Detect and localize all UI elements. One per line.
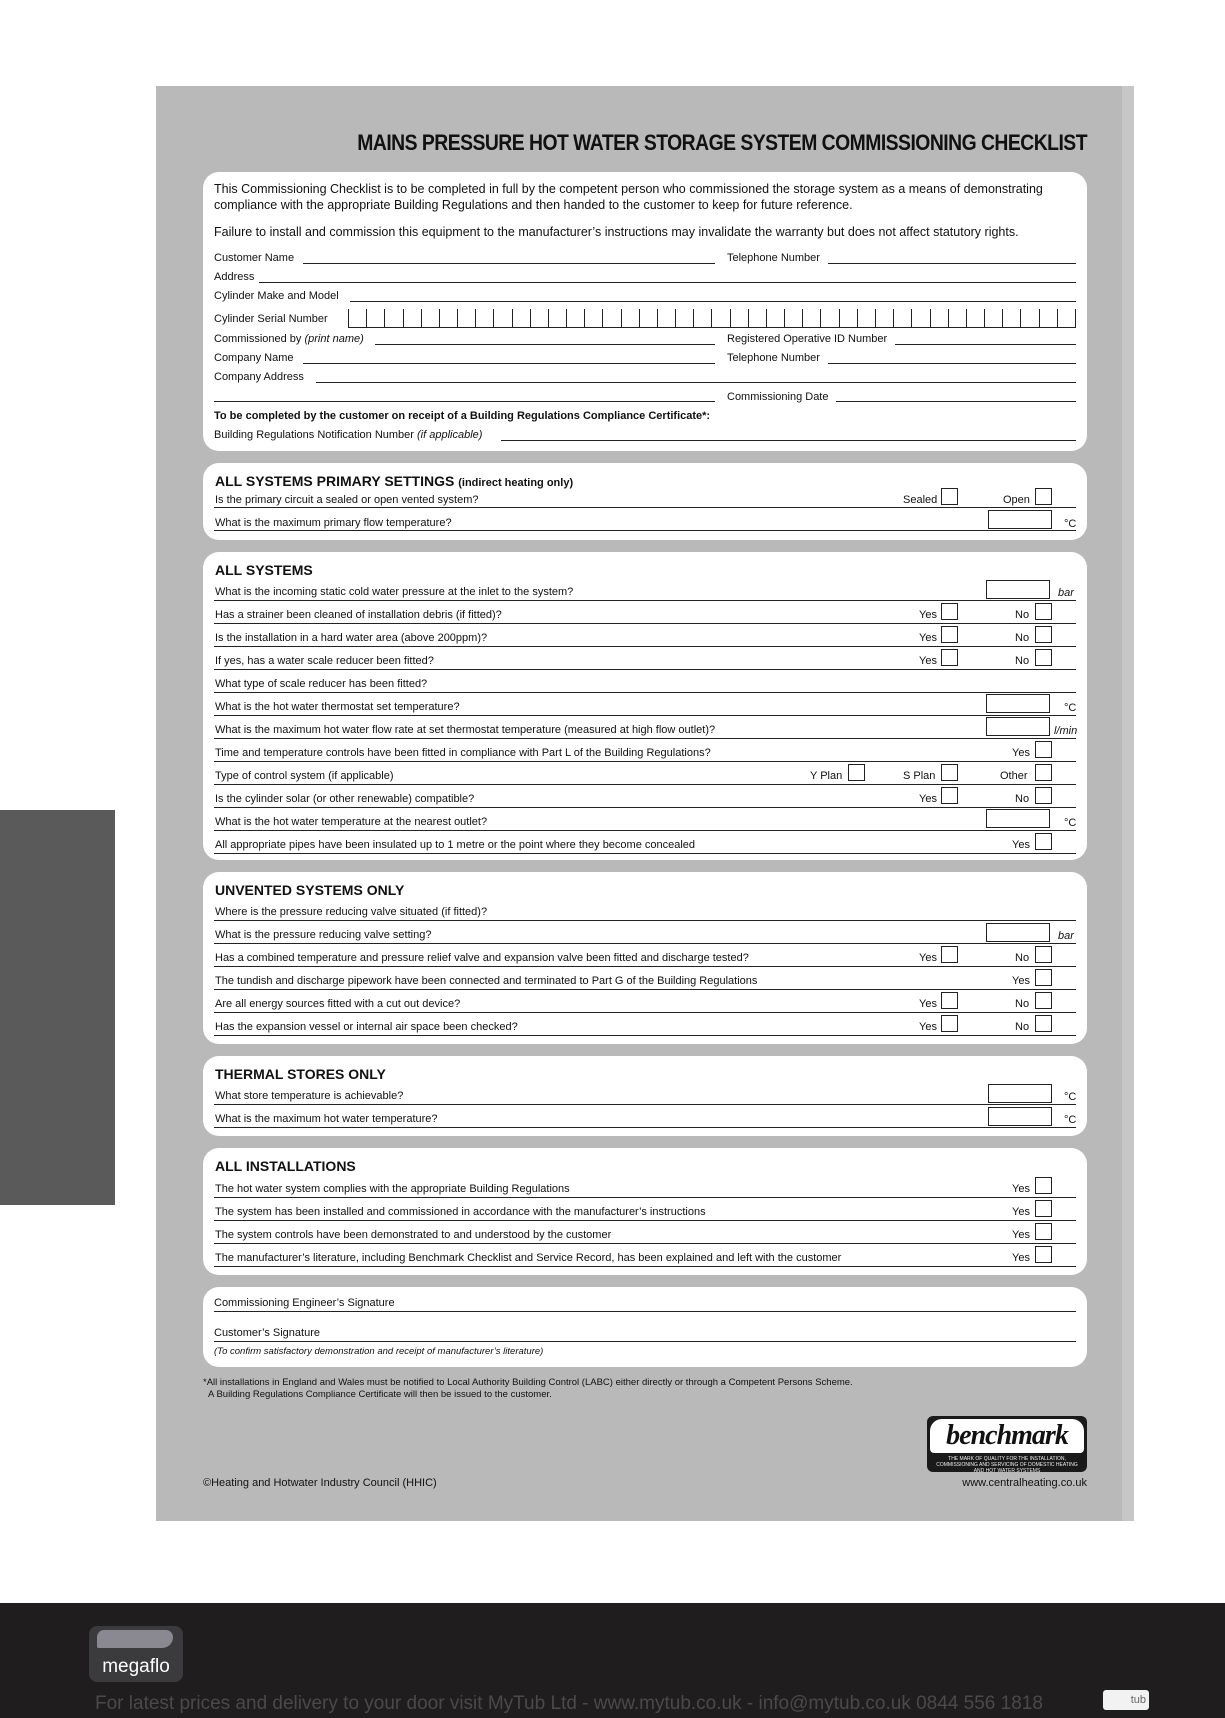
expansion-yes-checkbox[interactable] bbox=[941, 1015, 958, 1032]
strainer-no-checkbox[interactable] bbox=[1035, 603, 1052, 620]
row-rule bbox=[214, 1012, 1076, 1013]
yes-label: Yes bbox=[1012, 1206, 1030, 1218]
cut-out-no-checkbox[interactable] bbox=[1035, 992, 1052, 1009]
s-plan-checkbox[interactable] bbox=[941, 764, 958, 781]
hard-water-yes-checkbox[interactable] bbox=[941, 626, 958, 643]
cylinder-make-label: Cylinder Make and Model bbox=[214, 290, 339, 302]
notification-number-text: Building Regulations Notification Number bbox=[214, 429, 414, 441]
customer-completion-note: To be completed by the customer on receipt of a Building Regulations Compliance Certificate*: bbox=[214, 410, 711, 422]
primary-settings-heading bbox=[215, 473, 573, 489]
row-rule bbox=[214, 669, 1076, 670]
y-plan-checkbox[interactable] bbox=[848, 764, 865, 781]
prv-setting-input[interactable] bbox=[986, 923, 1050, 942]
commissioned-by-text: Commissioned by bbox=[214, 333, 302, 345]
benchmark-tagline: THE MARK OF QUALITY FOR THE INSTALLATION, COMMISSIONING AND SERVICING OF DOMESTIC HEATING AND HOT WATER SYSTEMS bbox=[936, 1456, 1078, 1474]
row-rule bbox=[214, 1266, 1076, 1267]
solar-yes-checkbox[interactable] bbox=[941, 787, 958, 804]
primary-q1: Is the primary circuit a sealed or open vented system? bbox=[215, 494, 479, 506]
thermal-q2: What is the maximum hot water temperature? bbox=[215, 1113, 438, 1125]
all-systems-q8: Time and temperature controls have been fitted in compliance with Part L of the Building Regulations? bbox=[215, 747, 711, 759]
engineer-signature-label: Commissioning Engineer’s Signature bbox=[214, 1297, 395, 1309]
row-rule bbox=[214, 853, 1076, 854]
thermal-q1: What store temperature is achievable? bbox=[215, 1090, 404, 1102]
cylinder-serial-field[interactable] bbox=[348, 309, 1076, 328]
side-tab bbox=[0, 810, 115, 1205]
primary-heading-note: (indirect heating only) bbox=[458, 477, 574, 489]
yes-label: Yes bbox=[919, 655, 937, 667]
commissioning-date-field[interactable] bbox=[836, 401, 1076, 402]
sealed-checkbox[interactable] bbox=[941, 488, 958, 505]
installations-q2: The system has been installed and commissioned in accordance with the manufacturer’s instructions bbox=[215, 1206, 706, 1218]
megaflo-wave-icon bbox=[97, 1630, 173, 1648]
outlet-temp-input[interactable] bbox=[986, 809, 1050, 828]
unit-celsius: °C bbox=[1064, 702, 1077, 714]
no-label: No bbox=[1015, 998, 1030, 1010]
unvented-q4: The tundish and discharge pipework have been connected and terminated to Part G of the Building Regulations bbox=[215, 975, 758, 987]
unit-celsius: °C bbox=[1064, 1114, 1077, 1126]
thermal-heading: THERMAL STORES ONLY bbox=[215, 1066, 386, 1082]
megaflo-brand: megaflo bbox=[102, 1656, 170, 1677]
yes-label: Yes bbox=[919, 609, 937, 621]
demonstrated-yes-checkbox[interactable] bbox=[1035, 1223, 1052, 1240]
s-plan-label: S Plan bbox=[903, 770, 936, 782]
all-systems-panel bbox=[203, 552, 1087, 860]
all-systems-q1: What is the incoming static cold water pressure at the inlet to the system? bbox=[215, 586, 574, 598]
if-applicable-note: (if applicable) bbox=[417, 429, 483, 441]
row-rule bbox=[214, 966, 1076, 967]
unit-bar: bar bbox=[1058, 587, 1074, 599]
operative-id-field[interactable] bbox=[895, 344, 1076, 345]
row-rule bbox=[214, 761, 1076, 762]
row-rule bbox=[214, 1220, 1076, 1221]
unvented-q6: Has the expansion vessel or internal air space been checked? bbox=[215, 1021, 518, 1033]
benchmark-wordmark: benchmark bbox=[946, 1420, 1068, 1451]
all-systems-q10: Is the cylinder solar (or other renewable) compatible? bbox=[215, 793, 475, 805]
regulations-yes-checkbox[interactable] bbox=[1035, 1177, 1052, 1194]
unvented-q5: Are all energy sources fitted with a cut out device? bbox=[215, 998, 461, 1010]
row-rule bbox=[214, 1104, 1076, 1105]
megaflo-logo bbox=[89, 1626, 183, 1682]
all-systems-q12: All appropriate pipes have been insulated up to 1 metre or the point where they become concealed bbox=[215, 839, 696, 851]
unit-bar: bar bbox=[1058, 930, 1074, 942]
other-label: Other bbox=[1000, 770, 1028, 782]
intro-paragraph-2: Failure to install and commission this equipment to the manufacturer’s instructions may invalidate the warranty but does not affect statutory rights. bbox=[214, 225, 1019, 239]
no-label: No bbox=[1015, 655, 1030, 667]
page-title: MAINS PRESSURE HOT WATER STORAGE SYSTEM COMMISSIONING CHECKLIST bbox=[357, 130, 1087, 155]
all-systems-q7: What is the maximum hot water flow rate at set thermostat temperature (measured at high flow outlet)? bbox=[215, 724, 716, 736]
commissioned-by-label bbox=[214, 333, 364, 346]
open-label: Open bbox=[1003, 494, 1030, 506]
row-rule bbox=[214, 1127, 1076, 1128]
all-systems-q2: Has a strainer been cleaned of installation debris (if fitted)? bbox=[215, 609, 502, 621]
max-primary-flow-temp-input[interactable] bbox=[988, 510, 1052, 529]
unit-lmin: l/min bbox=[1054, 725, 1078, 737]
company-address-label: Company Address bbox=[214, 371, 304, 383]
commissioning-date-label: Commissioning Date bbox=[727, 391, 829, 403]
primary-settings-panel bbox=[203, 463, 1087, 540]
website-link[interactable]: www.centralheating.co.uk bbox=[962, 1477, 1087, 1489]
all-systems-heading: ALL SYSTEMS bbox=[215, 562, 313, 578]
yes-label: Yes bbox=[1012, 1183, 1030, 1195]
company-telephone-field[interactable] bbox=[828, 363, 1076, 364]
notification-number-field[interactable] bbox=[501, 440, 1076, 441]
customer-name-label: Customer Name bbox=[214, 252, 295, 264]
company-address-field[interactable] bbox=[316, 382, 1076, 383]
sealed-label: Sealed bbox=[903, 494, 938, 506]
all-systems-q3: Is the installation in a hard water area (above 200ppm)? bbox=[215, 632, 488, 644]
row-rule bbox=[214, 1035, 1076, 1036]
yes-label: Yes bbox=[919, 1021, 937, 1033]
row-rule bbox=[214, 1243, 1076, 1244]
y-plan-label: Y Plan bbox=[810, 770, 843, 782]
yes-label: Yes bbox=[1012, 747, 1030, 759]
literature-yes-checkbox[interactable] bbox=[1035, 1246, 1052, 1263]
cylinder-serial-label: Cylinder Serial Number bbox=[214, 313, 328, 325]
operative-id-label: Registered Operative ID Number bbox=[727, 333, 888, 345]
company-telephone-label: Telephone Number bbox=[727, 352, 820, 364]
row-rule bbox=[214, 600, 1076, 601]
solar-no-checkbox[interactable] bbox=[1035, 787, 1052, 804]
telephone-label: Telephone Number bbox=[727, 252, 820, 264]
company-name-field[interactable] bbox=[303, 363, 715, 364]
print-name-note: (print name) bbox=[304, 333, 364, 345]
customer-signature-label: Customer’s Signature bbox=[214, 1327, 320, 1339]
intro-paragraph-1: This Commissioning Checklist is to be completed in full by the competent person who commissioned the storage system as a means of demonstrating compliance with the appropriate Building Regulations and then handed to the customer to keep for future reference. bbox=[214, 182, 1043, 212]
strainer-yes-checkbox[interactable] bbox=[941, 603, 958, 620]
unvented-q3: Has a combined temperature and pressure relief valve and expansion valve been fitted and discharge tested? bbox=[215, 952, 749, 964]
installations-heading: ALL INSTALLATIONS bbox=[215, 1158, 356, 1174]
max-hot-water-temp-input[interactable] bbox=[988, 1107, 1052, 1126]
unvented-q2: What is the pressure reducing valve setting? bbox=[215, 929, 432, 941]
company-address-field-2[interactable] bbox=[214, 401, 715, 402]
footnote-line-1: *All installations in England and Wales must be notified to Local Authority Building Control (LABC) either directly or through a Competent Persons Scheme. bbox=[203, 1377, 853, 1388]
yes-label: Yes bbox=[1012, 1252, 1030, 1264]
address-label: Address bbox=[214, 271, 255, 283]
row-rule bbox=[214, 530, 1076, 531]
row-rule bbox=[214, 807, 1076, 808]
tundish-yes-checkbox[interactable] bbox=[1035, 969, 1052, 986]
open-checkbox[interactable] bbox=[1035, 488, 1052, 505]
store-temp-input[interactable] bbox=[988, 1084, 1052, 1103]
address-field[interactable] bbox=[259, 282, 1076, 283]
row-rule bbox=[214, 623, 1076, 624]
no-label: No bbox=[1015, 1021, 1030, 1033]
signatures-panel bbox=[203, 1287, 1087, 1367]
unvented-heading: UNVENTED SYSTEMS ONLY bbox=[215, 882, 405, 898]
row-rule bbox=[214, 989, 1076, 990]
row-rule bbox=[214, 784, 1076, 785]
benchmark-logo-inner bbox=[930, 1419, 1084, 1453]
row-rule bbox=[214, 507, 1076, 508]
footnote bbox=[203, 1377, 853, 1401]
row-rule bbox=[214, 738, 1076, 739]
all-systems-q5: What type of scale reducer has been fitted? bbox=[215, 678, 428, 690]
prv-location-field[interactable] bbox=[214, 920, 1076, 921]
all-systems-q4: If yes, has a water scale reducer been fitted? bbox=[215, 655, 434, 667]
cut-out-yes-checkbox[interactable] bbox=[941, 992, 958, 1009]
controls-yes-checkbox[interactable] bbox=[1035, 741, 1052, 758]
all-systems-q9: Type of control system (if applicable) bbox=[215, 770, 394, 782]
unit-celsius: °C bbox=[1064, 518, 1077, 530]
yes-label: Yes bbox=[919, 998, 937, 1010]
installed-yes-checkbox[interactable] bbox=[1035, 1200, 1052, 1217]
unvented-systems-panel bbox=[203, 872, 1087, 1044]
hard-water-no-checkbox[interactable] bbox=[1035, 626, 1052, 643]
all-systems-q11: What is the hot water temperature at the nearest outlet? bbox=[215, 816, 488, 828]
pipes-insulated-yes-checkbox[interactable] bbox=[1035, 833, 1052, 850]
yes-label: Yes bbox=[919, 632, 937, 644]
row-rule bbox=[214, 1197, 1076, 1198]
cylinder-make-field[interactable] bbox=[350, 301, 1076, 302]
row-rule bbox=[214, 943, 1076, 944]
customer-signature-field[interactable] bbox=[214, 1341, 1076, 1342]
no-label: No bbox=[1015, 609, 1030, 621]
telephone-field[interactable] bbox=[828, 263, 1076, 264]
relief-valve-no-checkbox[interactable] bbox=[1035, 946, 1052, 963]
installations-q3: The system controls have been demonstrated to and understood by the customer bbox=[215, 1229, 612, 1241]
cold-water-pressure-input[interactable] bbox=[986, 580, 1050, 599]
row-rule bbox=[214, 715, 1076, 716]
notification-number-label bbox=[214, 429, 482, 442]
thermal-stores-panel bbox=[203, 1056, 1087, 1136]
installations-q1: The hot water system complies with the appropriate Building Regulations bbox=[215, 1183, 570, 1195]
all-installations-panel bbox=[203, 1148, 1087, 1275]
yes-label: Yes bbox=[1012, 1229, 1030, 1241]
copyright: ©Heating and Hotwater Industry Council (HHIC) bbox=[203, 1477, 437, 1489]
yes-label: Yes bbox=[1012, 975, 1030, 987]
relief-valve-yes-checkbox[interactable] bbox=[941, 946, 958, 963]
footer-advert[interactable]: For latest prices and delivery to your door visit MyTub Ltd - www.mytub.co.uk - info@mytub.co.uk 0844 556 1818 bbox=[95, 1693, 1043, 1714]
no-label: No bbox=[1015, 952, 1030, 964]
expansion-no-checkbox[interactable] bbox=[1035, 1015, 1052, 1032]
scale-reducer-type-field[interactable] bbox=[214, 692, 1076, 693]
engineer-signature-field[interactable] bbox=[214, 1311, 1076, 1312]
yes-label: Yes bbox=[919, 952, 937, 964]
unit-celsius: °C bbox=[1064, 1091, 1077, 1103]
other-plan-checkbox[interactable] bbox=[1035, 764, 1052, 781]
installations-q4: The manufacturer’s literature, including Benchmark Checklist and Service Record, has been explained and left with the customer bbox=[215, 1252, 842, 1264]
mytub-logo: tub bbox=[1103, 1690, 1149, 1710]
commissioned-by-field[interactable] bbox=[375, 344, 715, 345]
scale-reducer-yes-checkbox[interactable] bbox=[941, 649, 958, 666]
thermostat-temp-input[interactable] bbox=[986, 694, 1050, 713]
customer-name-field[interactable] bbox=[303, 263, 715, 264]
all-systems-q6: What is the hot water thermostat set temperature? bbox=[215, 701, 460, 713]
benchmark-logo bbox=[927, 1416, 1087, 1472]
scale-reducer-no-checkbox[interactable] bbox=[1035, 649, 1052, 666]
sheet-edge bbox=[1122, 86, 1134, 1521]
row-rule bbox=[214, 830, 1076, 831]
footnote-line-2: A Building Regulations Compliance Certificate will then be issued to the customer. bbox=[208, 1389, 552, 1400]
primary-heading-text: ALL SYSTEMS PRIMARY SETTINGS bbox=[215, 473, 455, 489]
unvented-q1: Where is the pressure reducing valve situated (if fitted)? bbox=[215, 906, 488, 918]
customer-details-panel bbox=[203, 172, 1087, 451]
unit-celsius: °C bbox=[1064, 817, 1077, 829]
no-label: No bbox=[1015, 632, 1030, 644]
signature-note: (To confirm satisfactory demonstration and receipt of manufacturer’s literature) bbox=[214, 1346, 544, 1357]
yes-label: Yes bbox=[919, 793, 937, 805]
no-label: No bbox=[1015, 793, 1030, 805]
yes-label: Yes bbox=[1012, 839, 1030, 851]
flow-rate-input[interactable] bbox=[986, 717, 1050, 736]
company-name-label: Company Name bbox=[214, 352, 294, 364]
primary-q2: What is the maximum primary flow temperature? bbox=[215, 517, 452, 529]
row-rule bbox=[214, 646, 1076, 647]
